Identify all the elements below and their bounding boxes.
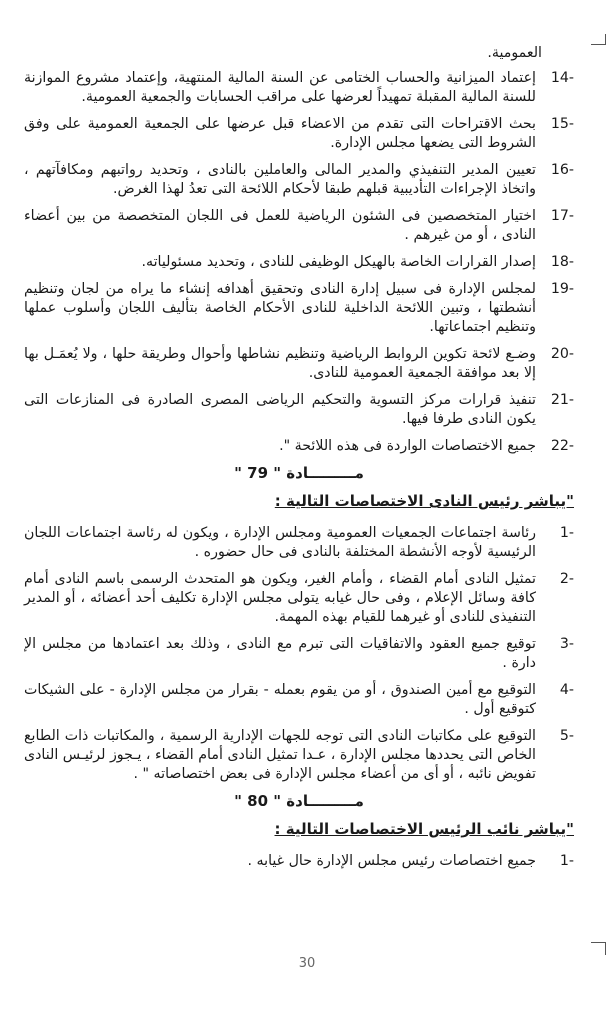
item-text: جميع اختصاصات رئيس مجلس الإدارة حال غيابه .	[247, 853, 536, 869]
list-item	[24, 727, 574, 784]
item-text: إعتماد الميزانية والحساب الختامى عن السنة المالية المنتهية، وإعتماد مشروع الموازنة للسنة المالية المقبلة تمهيداً لعرضها على مراقب الحسابات والجمعية العمومية.	[24, 70, 536, 105]
item-number: 21-	[550, 392, 574, 408]
item-number: 1-	[559, 853, 574, 869]
continued-text: العمومية.	[487, 45, 542, 61]
item-text: وضـع لائحة تكوين الروابط الرياضية وتنظيم نشاطها وأحوال وطريقة حلها ، ولا يُعمَـل بها إلا بعد موافقة الجمعية العمومية للنادى.	[24, 346, 536, 381]
item-number: 19-	[550, 281, 574, 297]
item-number: 14-	[550, 70, 574, 86]
item-text: رئاسة اجتماعات الجمعيات العمومية ومجلس الإدارة ، ويكون له رئاسة اجتماعات اللجان الرئيسية لأوجه الأنشطة المختلفة بالنادى فى حال حضوره .	[24, 525, 536, 560]
list-item	[24, 207, 574, 245]
item-text: لمجلس الإدارة فى سبيل إدارة النادى وتحقيق أهدافه إنشاء ما يراه من لجان وتنظيم أنشطتها ، وتبين اللائحة الداخلية للنادى الأحكام الخاصة بتأليف اللجان وأسلوب عملها وتنظيم اجتماعاتها.	[24, 281, 536, 335]
document-page	[24, 44, 574, 879]
item-text: بحث الاقتراحات التى تقدم من الاعضاء قبل عرضها على الجمعية العمومية على وفق الشروط التى يضعها مجلس الإدارة.	[24, 116, 536, 151]
section-heading-vice-president: "يباشر نائب الرئيس الاختصاصات التالية :	[274, 820, 574, 838]
list-item	[24, 437, 574, 456]
item-text: إصدار القرارات الخاصة بالهيكل الوظيفى للنادى ، وتحديد مسئولياته.	[141, 254, 536, 270]
list-item	[24, 635, 574, 673]
list-item	[24, 280, 574, 337]
article-title-79: مـــــــــادة " 79 "	[234, 464, 364, 482]
item-text: التوقيع على مكاتبات النادى التى توجه للجهات الإدارية الرسمية ، والمكاتبات ذات الطابع الخاص التى يحددها مجلس الإدارة ، عـدا تمثيل النادى أمام القضاء ، يـجوز لرئيـس النادى تفويض نائبه ، أو أى من أعضاء مجلس الإدارة فى بعض اختصاصاته " .	[24, 728, 536, 782]
list-item	[24, 391, 574, 429]
list-item	[24, 253, 574, 272]
page-number: 30	[298, 956, 316, 971]
list-item	[24, 115, 574, 153]
item-text: تعيين المدير التنفيذي والمدير المالى والعاملين بالنادى ، وتحديد رواتبهم ومكافآتهم ، واتخاذ الإجراءات التأديبية قبلهم طبقا لأحكام اللائحة التى تعدُ لهذا الغرض.	[24, 162, 536, 197]
list-section-1	[24, 69, 574, 456]
article-title-80: مـــــــــادة " 80 "	[234, 792, 364, 810]
list-item	[24, 69, 574, 107]
item-number: 15-	[550, 116, 574, 132]
item-text: التوقيع مع أمين الصندوق ، أو من يقوم بعمله - بقرار من مجلس الإدارة - على الشيكات كتوقيع أول .	[24, 682, 536, 717]
list-item	[24, 161, 574, 199]
item-number: 3-	[559, 636, 574, 652]
list-item	[24, 681, 574, 719]
item-number: 1-	[559, 525, 574, 541]
item-number: 18-	[550, 254, 574, 270]
item-text: تنفيذ قرارات مركز التسوية والتحكيم الرياضى المصرى الصادرة فى المنازعات التى يكون النادى طرفا فيها.	[24, 392, 536, 427]
list-item	[24, 570, 574, 627]
list-item	[24, 852, 574, 871]
item-text: اختيار المتخصصين فى الشئون الرياضية للعمل فى اللجان المتخصصة من بين أعضاء النادى ، أو من غيرهم .	[24, 208, 536, 243]
item-number: 17-	[550, 208, 574, 224]
section-heading-president: "يباشر رئيس النادى الاختصاصات التالية :	[274, 492, 574, 510]
item-number: 20-	[550, 346, 574, 362]
list-item	[24, 345, 574, 383]
list-item	[24, 524, 574, 562]
item-number: 2-	[559, 571, 574, 587]
item-number: 5-	[559, 728, 574, 744]
item-text: تمثيل النادى أمام القضاء ، وأمام الغير، ويكون هو المتحدث الرسمى باسم النادى أمام كافة وسائل الإعلام ، وفى حال غيابه يتولى مجلس الإدارة تكليف أحد أعضائه ، أو المدير التنفيذى للنادى أو غيرهما للقيام بهذه المهمة.	[24, 571, 536, 625]
item-number: 22-	[550, 438, 574, 454]
item-text: جميع الاختصاصات الواردة فى هذه اللائحة ".	[279, 438, 536, 454]
list-section-2	[24, 524, 574, 784]
item-number: 16-	[550, 162, 574, 178]
corner-mark-top	[591, 34, 606, 45]
list-section-3	[24, 852, 574, 871]
item-text: توقيع جميع العقود والاتفاقيات التى تبرم مع النادى ، وذلك بعد اعتمادها من مجلس الإ دارة .	[24, 636, 536, 671]
corner-mark-bottom	[591, 942, 606, 955]
item-number: 4-	[559, 682, 574, 698]
